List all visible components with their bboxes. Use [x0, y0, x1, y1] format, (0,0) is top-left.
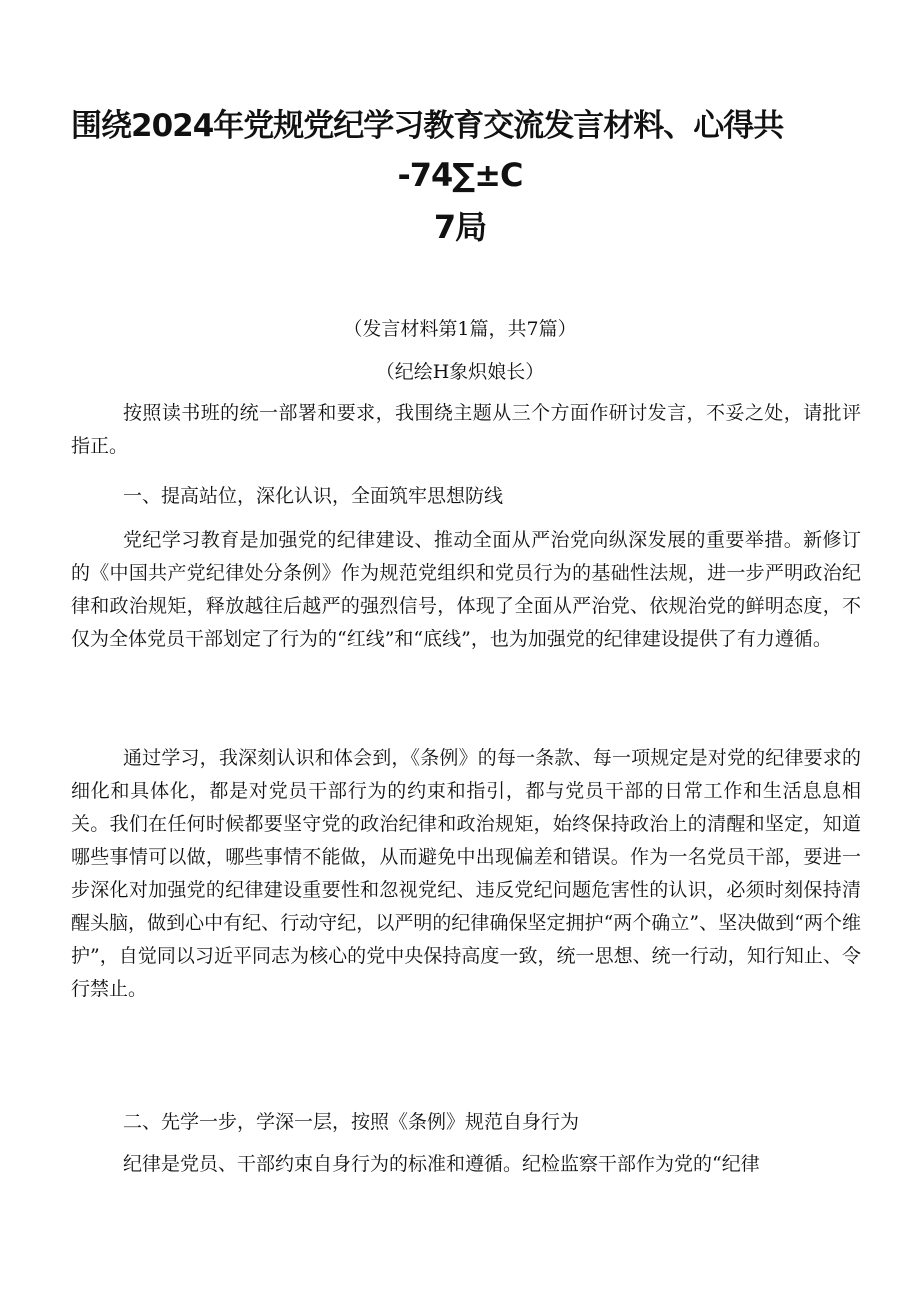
document-subtitle-series: （发言材料第1篇，共7篇） — [343, 318, 577, 340]
document-title-line-3: 7局 — [433, 208, 487, 246]
body-paragraph-2: 党纪学习教育是加强党的纪律建设、推动全面从严治党向纵深发展的重要举措。新修订的《中国共产党纪律处分条例》作为规范党组织和党员行为的基础性法规，进一步严明政治纪律和政治规矩，释放越往后越严的强烈信号，体现了全面从严治党、依规治党的鲜明态度，不仅为全体党员干部划定了行为的“红线”和“底线”，也为加强党的纪律建设提供了有力遵循。 — [71, 529, 861, 650]
body-paragraph-intro: 按照读书班的统一部署和要求，我围绕主题从三个方面作研讨发言，不妥之处，请批评指正。 — [71, 402, 861, 457]
body-paragraph-4: 纪律是党员、干部约束自身行为的标准和遵循。纪检监察干部作为党的“纪律 — [123, 1153, 760, 1175]
section-heading-1: 一、提高站位，深化认识，全面筑牢思想防线 — [123, 485, 504, 507]
document-title-line-2: -74∑±C — [397, 156, 523, 194]
body-paragraph-3: 通过学习，我深刻认识和体会到，《条例》的每一条款、每一项规定是对党的纪律要求的细化和具体化，都是对党员干部行为的约束和指引，都与党员干部的日常工作和生活息息相关。我们在任何时候都要坚守党的政治纪律和政治规矩，始终保持政治上的清醒和坚定，知道哪些事情可以做，哪些事情不能做，从而避免中出现偏差和错误。作为一名党员干部，要进一步深化对加强党的纪律建设重要性和忽视党纪、违反党纪问题危害性的认识，必须时刻保持清醒头脑，做到心中有纪、行动守纪，以严明的纪律确保坚定拥护“两个确立”、坚决做到“两个维护”，自觉同以习近平同志为核心的党中央保持高度一致，统一思想、统一行动，知行知止、令行禁止。 — [71, 747, 861, 1000]
document-subtitle-author: （纪绘H象炽娘长） — [375, 361, 545, 383]
document-title-line-1: 围绕2024年党规党纪学习教育交流发言材料、心得共 — [71, 108, 784, 144]
section-heading-2: 二、先学一步，学深一层，按照《条例》规范自身行为 — [123, 1111, 580, 1133]
